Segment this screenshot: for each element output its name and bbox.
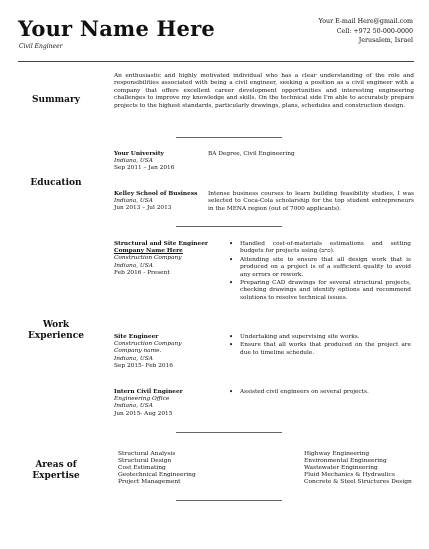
education-separator [176,226,282,227]
expertise-item: Project Management [118,479,181,486]
expertise-item: Structural Analysis [118,451,176,457]
expertise-item: Fluid Mechanics & Hydraulics [304,472,395,479]
work-company: Company Name Here [114,248,183,255]
work-entry-3-meta [114,389,224,418]
work-title: Structural and Site Engineer [114,241,208,247]
education-detail: BA Degree, Civil Engineering [208,151,295,157]
expertise-item: Environmental Engineering [304,458,387,465]
expertise-right-column [304,451,422,486]
section-title-summary: Summary [32,95,80,105]
work-entry-3-bullets [228,389,411,397]
work-entry-1-meta [114,241,224,277]
expertise-item: Wastewater Engineering [304,465,378,472]
expertise-separator [176,500,282,501]
summary-separator [176,137,282,138]
work-company-type: Engineering Office [114,396,170,403]
work-entry-2-bullets [228,334,411,358]
section-title-expertise: Areas of Expertise [32,460,80,481]
education-location: Indiana, USA [114,158,153,165]
header-divider [18,61,414,62]
summary-text: An enthusiastic and highly motivated individual who has a clear understanding of the role and responsibilities associated with being a civil engineer, seeking a position as a civil engineer with a company that offers excellent career development opportunities and interesting engineering challenges to improve my knowledge and skills. On the technical side I'm able to accurately prepare projects to the highest standards, particularly drawings, plans, schedules and construction design. [114,73,414,109]
work-dates: Sep 2015- Feb 2016 [114,362,173,369]
work-location: Indiana, USA [114,262,153,269]
expertise-item: Geotechnical Engineering [118,472,196,479]
contact-block [319,17,413,46]
work-dates: Jun 2015- Aug 2015 [114,410,173,417]
work-title: Site Engineer [114,334,159,340]
candidate-role: Civil Engineer [19,43,63,50]
contact-email[interactable]: Your E-mail Here@gmail.com [318,18,413,25]
contact-cell: Cell: +972 50-000-0000 [336,27,413,35]
candidate-name: Your Name Here [18,16,215,41]
work-bullet: • Attending site to ensure that all design work that is produced on a project is of a sufficient quality to avoid any errors or rework. [240,257,411,279]
expertise-left-column [118,451,268,486]
work-bullet: • Assisted civil engineers on several projects. [240,389,411,396]
section-title-education: Education [30,178,82,188]
education-entry-1-meta [114,151,206,173]
education-location: Indiana, USA [114,198,153,205]
work-bullet: • Ensure that all works that produced on the project are due to timeline schedule. [240,342,411,357]
section-title-work: Work Experience [28,320,84,341]
expertise-item: Concrete & Steel Structures Design [304,479,412,486]
work-location: Indiana, USA [114,355,153,362]
education-dates: Sep 2011 – Jan 2016 [114,165,175,172]
work-bullet: • Handled cost-of-materials estimations and setting budgets for projects using (כתב). [240,241,411,256]
expertise-item: Highway Engineering [304,451,370,457]
work-entry-2-meta [114,334,224,370]
work-company-type: Construction Company [114,255,182,262]
work-company: Company name. [114,348,162,355]
work-entry-1-bullets [228,241,411,303]
work-location: Indiana, USA [114,403,153,410]
work-company-type: Construction Company [114,341,182,348]
work-bullet: • Preparing CAD drawings for several structural projects, checking drawings and identify options and recommend solutions to resolve technical issues. [240,280,411,302]
expertise-item: Structural Design [118,458,172,465]
work-bullet: • Undertaking and supervising site works. [240,334,411,341]
work-dates: Feb 2016 - Present [114,269,170,276]
education-school: Kelley School of Business [114,191,198,197]
education-dates: Jun 2013 – Jul 2013 [114,205,172,212]
work-separator [176,432,282,433]
work-title: Intern Civil Engineer [114,389,183,395]
education-entry-2-meta [114,191,206,213]
contact-location: Jerusalem, Israel [358,37,413,44]
expertise-item: Cost Estimating [118,465,166,472]
education-detail: Intense business courses to learn building feasibility studies, I was selected to Coca-Cola scholarship for the top student entrepreneurs in the MENA region (out of 7000 applicants). [208,191,414,212]
education-school: Your University [114,151,164,157]
